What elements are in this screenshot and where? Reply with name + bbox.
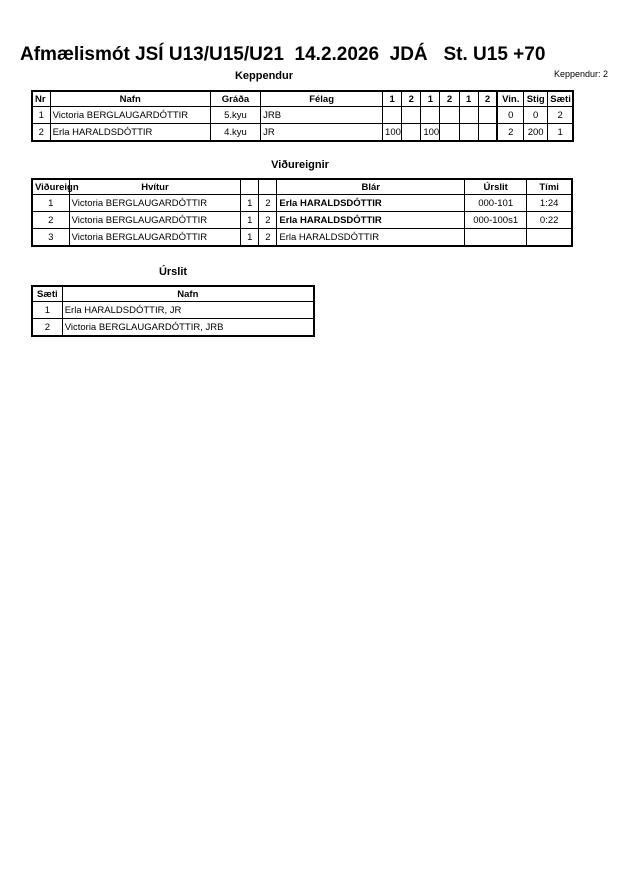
col-header: 2: [440, 91, 459, 107]
matches-table: [31, 178, 573, 247]
result-place: 2: [32, 319, 62, 337]
participant-points: 0: [524, 107, 548, 124]
score-cell: [421, 107, 440, 124]
match-blue-mark: 2: [259, 195, 277, 212]
col-header: Nafn: [50, 91, 210, 107]
score-cell: [402, 107, 421, 124]
results-table: [31, 285, 315, 337]
col-header: Nr: [32, 91, 50, 107]
participant-place: 2: [548, 107, 573, 124]
match-white-mark: 1: [241, 212, 259, 229]
col-header: [259, 179, 277, 195]
score-cell: 100: [383, 124, 402, 142]
match-blue: Erla HARALDSDÓTTIR: [277, 229, 465, 247]
col-header: 1: [383, 91, 402, 107]
match-blue: Erla HARALDSDÓTTIR: [277, 212, 465, 229]
table-row: [32, 229, 572, 247]
participant-count: Keppendur: 2: [553, 69, 608, 79]
score-cell: [459, 124, 478, 142]
col-header: Vin.: [497, 91, 523, 107]
match-number: 3: [32, 229, 69, 247]
match-result: 000-101: [465, 195, 527, 212]
col-header: 1: [459, 91, 478, 107]
col-header: Nafn: [62, 286, 314, 302]
table-row: [32, 319, 314, 337]
result-place: 1: [32, 302, 62, 319]
score-cell: [440, 107, 459, 124]
col-header: Blár: [277, 179, 465, 195]
participant-wins: 2: [497, 124, 523, 142]
participant-name: Victoria BERGLAUGARDÓTTIR: [50, 107, 210, 124]
participant-nr: 1: [32, 107, 50, 124]
participant-club: JR: [261, 124, 383, 142]
score-cell: [440, 124, 459, 142]
result-name: Erla HARALDSDÓTTIR, JR: [62, 302, 314, 319]
col-header: Gráða: [210, 91, 260, 107]
participant-club: JRB: [261, 107, 383, 124]
matches-heading: Viðureignir: [271, 159, 329, 171]
col-header: 1: [421, 91, 440, 107]
result-name: Victoria BERGLAUGARDÓTTIR, JRB: [62, 319, 314, 337]
score-cell: 100: [421, 124, 440, 142]
table-row: [32, 107, 573, 124]
match-time: 1:24: [527, 195, 572, 212]
participant-grade: 4.kyu: [210, 124, 260, 142]
table-row: [32, 195, 572, 212]
score-cell: [478, 124, 497, 142]
col-header: Sæti: [548, 91, 573, 107]
match-blue-mark: 2: [259, 229, 277, 247]
col-header: Sæti: [32, 286, 62, 302]
match-result: [465, 229, 527, 247]
participant-grade: 5.kyu: [210, 107, 260, 124]
col-header: Félag: [261, 91, 383, 107]
col-header: Hvítur: [69, 179, 241, 195]
col-header: 2: [478, 91, 497, 107]
match-blue: Erla HARALDSDÓTTIR: [277, 195, 465, 212]
score-cell: [383, 107, 402, 124]
col-header: Stig: [524, 91, 548, 107]
match-blue-mark: 2: [259, 212, 277, 229]
score-cell: [478, 107, 497, 124]
participant-nr: 2: [32, 124, 50, 142]
match-white-mark: 1: [241, 229, 259, 247]
page-title: Afmælismót JSÍ U13/U15/U21 14.2.2026 JDÁ St. U15 +70: [20, 44, 546, 65]
col-header: [241, 179, 259, 195]
col-header: Viðureign: [32, 179, 69, 195]
col-header: 2: [402, 91, 421, 107]
col-header: Úrslit: [465, 179, 527, 195]
participant-place: 1: [548, 124, 573, 142]
participant-name: Erla HARALDSDÓTTIR: [50, 124, 210, 142]
participants-table: [31, 90, 574, 142]
col-header: Tími: [527, 179, 572, 195]
participants-heading: Keppendur: [234, 70, 294, 82]
score-cell: [459, 107, 478, 124]
table-row: [32, 124, 573, 142]
match-white-mark: 1: [241, 195, 259, 212]
participant-wins: 0: [497, 107, 523, 124]
participant-points: 200: [524, 124, 548, 142]
results-heading: Úrslit: [158, 266, 188, 278]
match-time: 0:22: [527, 212, 572, 229]
match-number: 1: [32, 195, 69, 212]
match-time: [527, 229, 572, 247]
match-white: Victoria BERGLAUGARDÓTTIR: [69, 229, 241, 247]
match-white: Victoria BERGLAUGARDÓTTIR: [69, 195, 241, 212]
table-row: [32, 212, 572, 229]
match-number: 2: [32, 212, 69, 229]
match-white: Victoria BERGLAUGARDÓTTIR: [69, 212, 241, 229]
score-cell: [402, 124, 421, 142]
table-row: [32, 302, 314, 319]
match-result: 000-100s1: [465, 212, 527, 229]
